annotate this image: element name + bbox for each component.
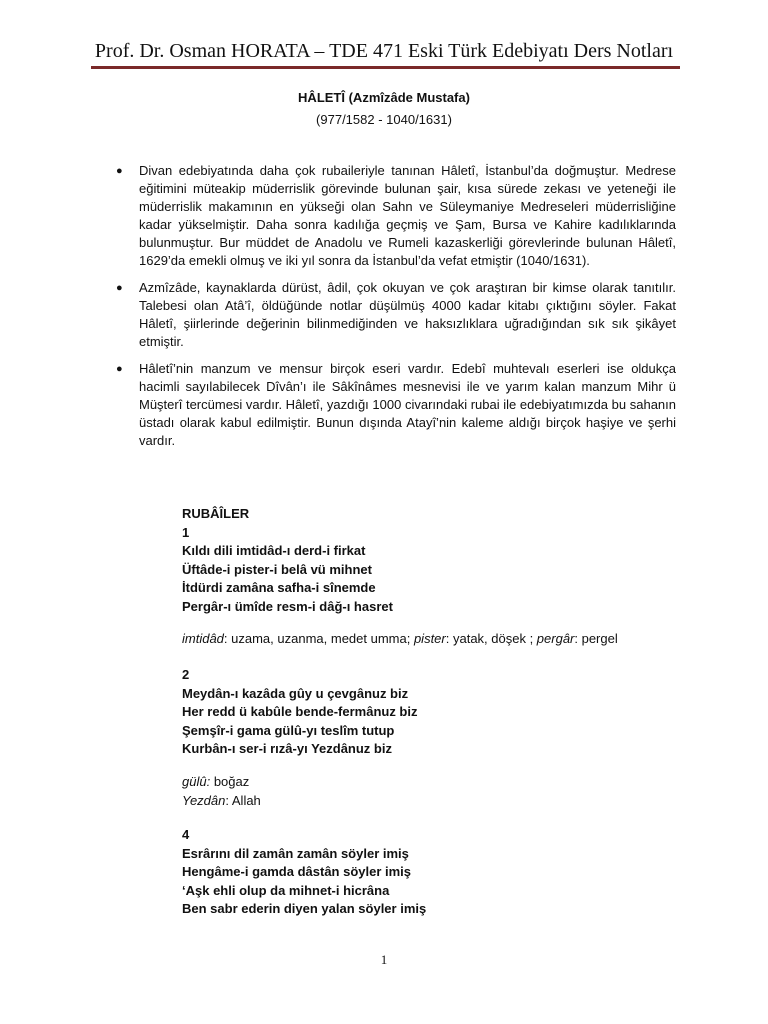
rubai-gloss-2: [182, 773, 702, 810]
verse-line: Şemşîr-i gama gülû-yı teslîm tutup: [182, 722, 395, 738]
list-item: [113, 360, 676, 450]
biography-list: [113, 162, 676, 459]
bullet-icon: ●: [116, 282, 123, 294]
verse-line: Hengâme-i gamda dâstân söyler imiş: [182, 864, 412, 879]
list-item-text: Azmîzâde, kaynaklarda dürüst, âdil, çok okuyan ve çok araştıran bir kimse olarak tanıtılır. Talebesi olan Atâ’î, öldüğünde notlar düşülmüş 4000 kadar kitabı çıktığını söyler. Fakat Hâletî, şiirlerinde değerinin bilinmediğinden ve haksızlıklara uğradığından sık sık şikâyet etmiştir.: [139, 280, 676, 349]
gloss-term: pergâr: [536, 631, 575, 646]
gloss-term: imtidâd: [182, 631, 224, 646]
bullet-icon: ●: [116, 363, 123, 375]
gloss-definition: : uzama, uzanma, medet umma;: [223, 631, 414, 646]
verse-line: ‘Aşk ehli olup da mihnet-i hicrâna: [182, 882, 390, 898]
rubai-section-4: [182, 826, 702, 919]
article-title: HÂLETÎ (Azmîzâde Mustafa): [298, 90, 470, 105]
gloss-definition: : yatak, döşek ;: [445, 631, 537, 646]
verse-line: Kıldı dili imtidâd-ı derd-i firkat: [182, 543, 366, 558]
gloss-line: [182, 792, 702, 811]
list-item: [113, 162, 676, 270]
verse-line: Esrârını dil zamân zamân söyler imiş: [182, 845, 409, 861]
verse-line: Her redd ü kabûle bende-fermânuz biz: [182, 704, 418, 719]
list-item-text: Hâletî’nin manzum ve mensur birçok eseri vardır. Edebî muhtevalı eserleri ise oldukça hacimli sayılabilecek Dîvân’ı ile Sâkînâmes mesnevisi ile ve yarım kalan manzum Mihr ü Müşterî tercümesi vardır. Hâletî, yazdığı 1000 civarındaki rubai ile edebiyatımızda bu sahanın üstadı olarak kabul edilmiştir. Bunun dışında Atayî’nin kaleme aldığı birçok haşiye ve şerhi vardır.: [139, 361, 676, 448]
header-rule: [91, 66, 680, 69]
list-item-text: Divan edebiyatında daha çok rubaileriyle tanınan Hâletî, İstanbul’da doğmuştur. Medrese eğitimini müteakip müderrislik görevinde bulunan şair, kısa sürede zekası ve yeteneği ile müderrislik makamının en yükseği olan Sahn ve Süleymaniye Medreseleri müderrisliğine kadar yükselmiştir. Daha sonra kadılığa geçmiş ve Şam, Bursa ve Kahire kadılıklarında bulunmuştur. Bur müddet de Anadolu ve Rumeli kazaskerliği görevlerinde bulunan Hâletî, 1629’da emekli olmuş ve iki yıl sonra da İstanbul’da vefat etmiştir (1040/1631).: [139, 163, 676, 268]
page-number: 1: [380, 952, 388, 967]
verse-line: Üftâde-i pister-i belâ vü mihnet: [182, 561, 372, 577]
verse-line: İtdürdi zamâna safha-i sînemde: [182, 580, 376, 595]
gloss-term: gülû:: [182, 774, 211, 789]
gloss-term: Yezdân: [182, 792, 226, 808]
verse-line: Pergâr-ı ümîde resm-i dâğ-ı hasret: [182, 598, 393, 614]
page-header: Prof. Dr. Osman HORATA – TDE 471 Eski Türk Edebiyatı Ders Notları: [94, 40, 674, 62]
section-heading: RUBÂÎLER: [182, 506, 250, 521]
gloss-definition: : Allah: [225, 792, 261, 808]
gloss-definition: boğaz: [210, 774, 250, 789]
rubai-number: 2: [182, 667, 190, 682]
rubai-number: 4: [182, 827, 190, 842]
verse-line: Ben sabr ederin diyen yalan söyler imiş: [182, 901, 427, 916]
rubai-section-1: [182, 505, 702, 616]
rubai-number: 1: [182, 524, 190, 540]
rubai-gloss-1: [182, 630, 702, 649]
verse-line: Meydân-ı kazâda gûy u çevgânuz biz: [182, 685, 409, 701]
verse-line: Kurbân-ı ser-i rızâ-yı Yezdânuz biz: [182, 741, 392, 756]
gloss-line: [182, 773, 702, 792]
article-dates: (977/1582 - 1040/1631): [316, 112, 452, 127]
gloss-line: [182, 630, 702, 649]
rubai-section-2: [182, 666, 702, 759]
bullet-icon: ●: [116, 165, 123, 177]
list-item: [113, 279, 676, 351]
gloss-term: pister: [413, 631, 446, 646]
gloss-definition: : pergel: [574, 631, 618, 646]
